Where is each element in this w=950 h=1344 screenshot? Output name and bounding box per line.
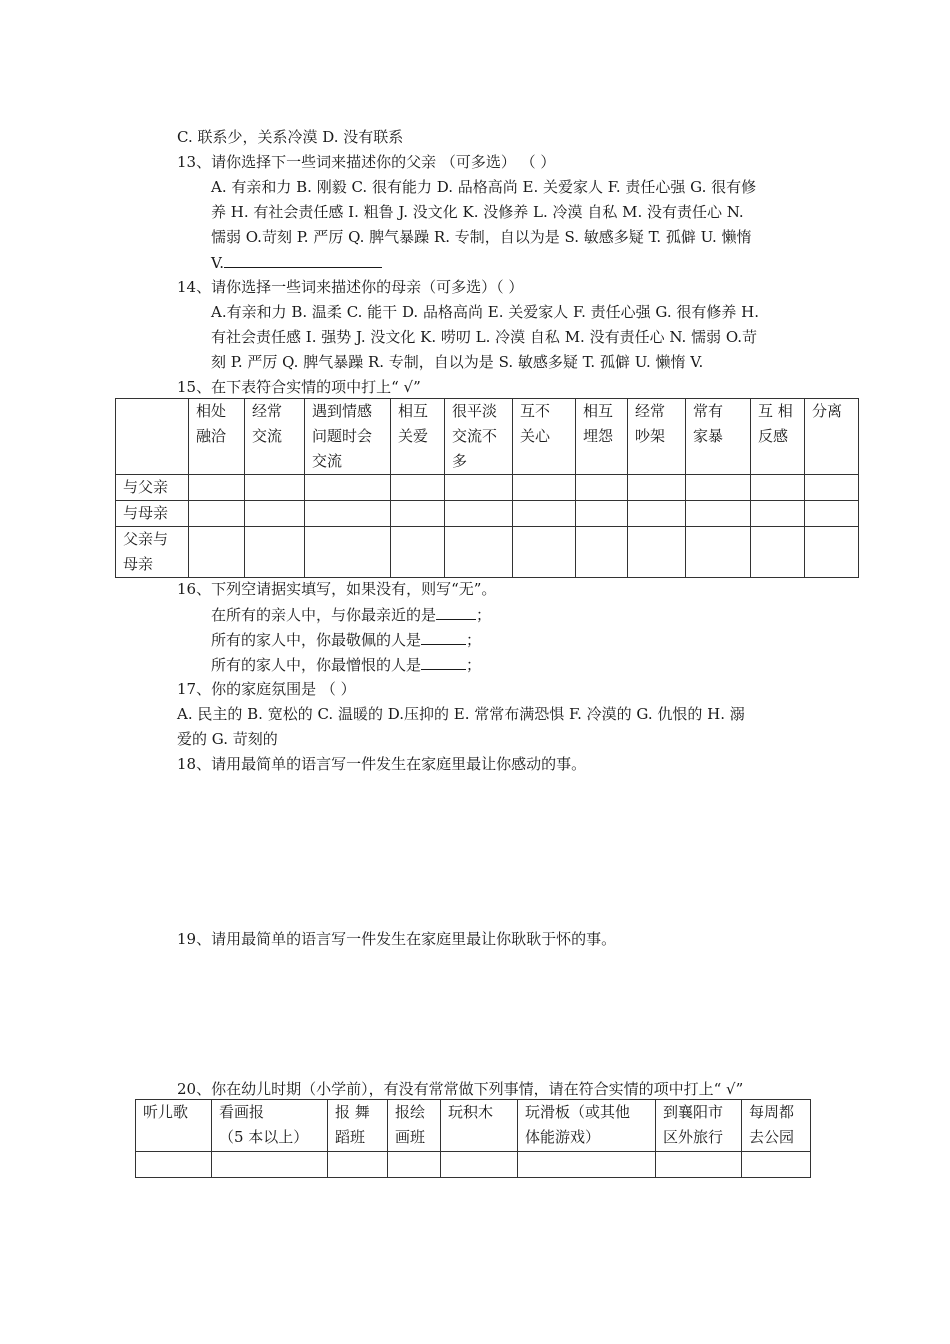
q20-activities-table [135, 1099, 811, 1178]
q15-header-cell: 相互 埋怨 [576, 399, 628, 475]
q15-row-parents [116, 527, 859, 578]
q17-options-line-1: A. 民主的 B. 宽松的 C. 温暖的 D.压抑的 E. 常常布满恐惧 F. 冷漠的 G. 仇恨的 H. 溺 [177, 705, 745, 723]
q15-check-cell[interactable] [445, 501, 513, 527]
q15-relationship-table [115, 398, 859, 578]
q20-check-cell[interactable] [212, 1152, 328, 1178]
q15-check-cell[interactable] [245, 475, 305, 501]
q17-title: 17、你的家庭氛围是 （ ） [177, 680, 356, 698]
q14-title: 14、请你选择一些词来描述你的母亲（可多选）（ ） [177, 278, 524, 296]
q20-header-cell: 玩滑板（或其他 体能游戏） [518, 1100, 656, 1152]
q13-options-line-1: A. 有亲和力 B. 刚毅 C. 很有能力 D. 品格高尚 E. 关爱家人 F. 责任心强 G. 很有修 [211, 178, 757, 196]
q20-check-cell[interactable] [441, 1152, 518, 1178]
q20-check-cell[interactable] [742, 1152, 811, 1178]
q15-header-cell: 经常 交流 [245, 399, 305, 475]
q15-check-cell[interactable] [576, 527, 628, 578]
q17-options-line-2: 爱的 G. 苛刻的 [177, 730, 278, 748]
q15-check-cell[interactable] [245, 527, 305, 578]
q15-check-cell[interactable] [628, 475, 686, 501]
q14-options-line-2: 有社会责任感 I. 强势 J. 没文化 K. 唠叨 L. 冷漠 自私 M. 没有责任心 N. 懦弱 O.苛 [211, 328, 758, 346]
q20-header-cell: 报绘 画班 [388, 1100, 441, 1152]
q15-check-cell[interactable] [576, 475, 628, 501]
q13-options-line-3: 懦弱 O.苛刻 P. 严厉 Q. 脾气暴躁 R. 专制，自以为是 S. 敏感多疑 T. 孤僻 U. 懒惰 [211, 228, 752, 246]
q20-header-cell: 玩积木 [441, 1100, 518, 1152]
q15-check-cell[interactable] [305, 475, 391, 501]
q14-options-line-1: A.有亲和力 B. 温柔 C. 能干 D. 品格高尚 E. 关爱家人 F. 责任心强 G. 很有修养 H. [211, 303, 759, 321]
q20-check-cell[interactable] [136, 1152, 212, 1178]
q15-check-cell[interactable] [245, 501, 305, 527]
q15-check-cell[interactable] [751, 527, 805, 578]
q15-row-label: 与父亲 [116, 475, 189, 501]
q20-header-cell: 报 舞 蹈班 [328, 1100, 388, 1152]
q15-check-cell[interactable] [805, 527, 859, 578]
q15-header-row [116, 399, 859, 475]
q15-check-cell[interactable] [513, 475, 576, 501]
q16-line-1: 在所有的亲人中，与你最亲近的是 ； [211, 606, 492, 624]
q20-check-cell[interactable] [518, 1152, 656, 1178]
q19-title: 19、请用最简单的语言写一件发生在家庭里最让你耿耿于怀的事。 [177, 930, 617, 948]
q15-check-cell[interactable] [305, 501, 391, 527]
q15-row-father [116, 475, 859, 501]
q16-title: 16、下列空请据实填写，如果没有，则写“无”。 [177, 580, 497, 598]
q15-check-cell[interactable] [445, 527, 513, 578]
q13-fill-blank[interactable] [224, 252, 382, 268]
q16-hated-blank[interactable] [421, 654, 466, 670]
q15-check-cell[interactable] [305, 527, 391, 578]
q15-check-cell[interactable] [751, 475, 805, 501]
q15-check-cell[interactable] [391, 501, 445, 527]
q15-check-cell[interactable] [391, 527, 445, 578]
q15-check-cell[interactable] [751, 501, 805, 527]
q15-check-cell[interactable] [576, 501, 628, 527]
q15-check-cell[interactable] [686, 527, 751, 578]
q15-header-cell: 互不 关心 [513, 399, 576, 475]
q15-header-cell: 经常 吵架 [628, 399, 686, 475]
q15-header-cell: 分离 [805, 399, 859, 475]
q13-option-v: V. [211, 254, 224, 272]
q13-title: 13、请你选择下一些词来描述你的父亲 （可多选） （ ） [177, 153, 556, 171]
q15-check-cell[interactable] [189, 475, 245, 501]
q20-header-cell: 到襄阳市 区外旅行 [656, 1100, 742, 1152]
q16-line-3: 所有的家人中，你最憎恨的人是 ； [211, 656, 482, 674]
q16-line-2: 所有的家人中，你最敬佩的人是 ； [211, 631, 482, 649]
q15-check-cell[interactable] [189, 501, 245, 527]
q20-header-cell: 看画报 （5 本以上） [212, 1100, 328, 1152]
q20-check-cell[interactable] [328, 1152, 388, 1178]
q15-check-cell[interactable] [686, 501, 751, 527]
q15-row-mother [116, 501, 859, 527]
q13-options-line-2: 养 H. 有社会责任感 I. 粗鲁 J. 没文化 K. 没修养 L. 冷漠 自私 M. 没有责任心 N. [211, 203, 744, 221]
q16-closest-blank[interactable] [436, 604, 476, 620]
q15-header-cell: 遇到情感 问题时会 交流 [305, 399, 391, 475]
q20-check-cell[interactable] [656, 1152, 742, 1178]
q15-row-label: 父亲与 母亲 [116, 527, 189, 578]
q15-corner-cell [116, 399, 189, 475]
q15-check-cell[interactable] [513, 527, 576, 578]
q15-title: 15、在下表符合实情的项中打上“ √” [177, 378, 421, 396]
q15-header-cell: 互 相 反感 [751, 399, 805, 475]
q13-options-line-4 [211, 252, 382, 273]
q20-title: 20、你在幼儿时期（小学前），有没有常常做下列事情，请在符合实情的项中打上“ √” [177, 1080, 744, 1098]
q20-check-cell[interactable] [388, 1152, 441, 1178]
q20-header-cell: 每周都 去公园 [742, 1100, 811, 1152]
q15-check-cell[interactable] [686, 475, 751, 501]
q20-header-row [136, 1100, 811, 1152]
q12-options-line: C. 联系少，关系冷漠 D. 没有联系 [177, 128, 404, 146]
q15-header-cell: 相互 关爱 [391, 399, 445, 475]
q15-check-cell[interactable] [805, 501, 859, 527]
q18-title: 18、请用最简单的语言写一件发生在家庭里最让你感动的事。 [177, 755, 587, 773]
q15-header-cell: 相处 融洽 [189, 399, 245, 475]
q15-check-cell[interactable] [189, 527, 245, 578]
q15-header-cell: 很平淡 交流不 多 [445, 399, 513, 475]
q15-check-cell[interactable] [628, 501, 686, 527]
q15-header-cell: 常有 家暴 [686, 399, 751, 475]
q15-check-cell[interactable] [391, 475, 445, 501]
q15-check-cell[interactable] [513, 501, 576, 527]
q15-check-cell[interactable] [805, 475, 859, 501]
q20-header-cell: 听儿歌 [136, 1100, 212, 1152]
q15-check-cell[interactable] [445, 475, 513, 501]
q15-check-cell[interactable] [628, 527, 686, 578]
q20-answer-row [136, 1152, 811, 1178]
q15-row-label: 与母亲 [116, 501, 189, 527]
q16-admired-blank[interactable] [421, 629, 466, 645]
q14-options-line-3: 刻 P. 严厉 Q. 脾气暴躁 R. 专制，自以为是 S. 敏感多疑 T. 孤僻 U. 懒惰 V. [211, 353, 704, 371]
